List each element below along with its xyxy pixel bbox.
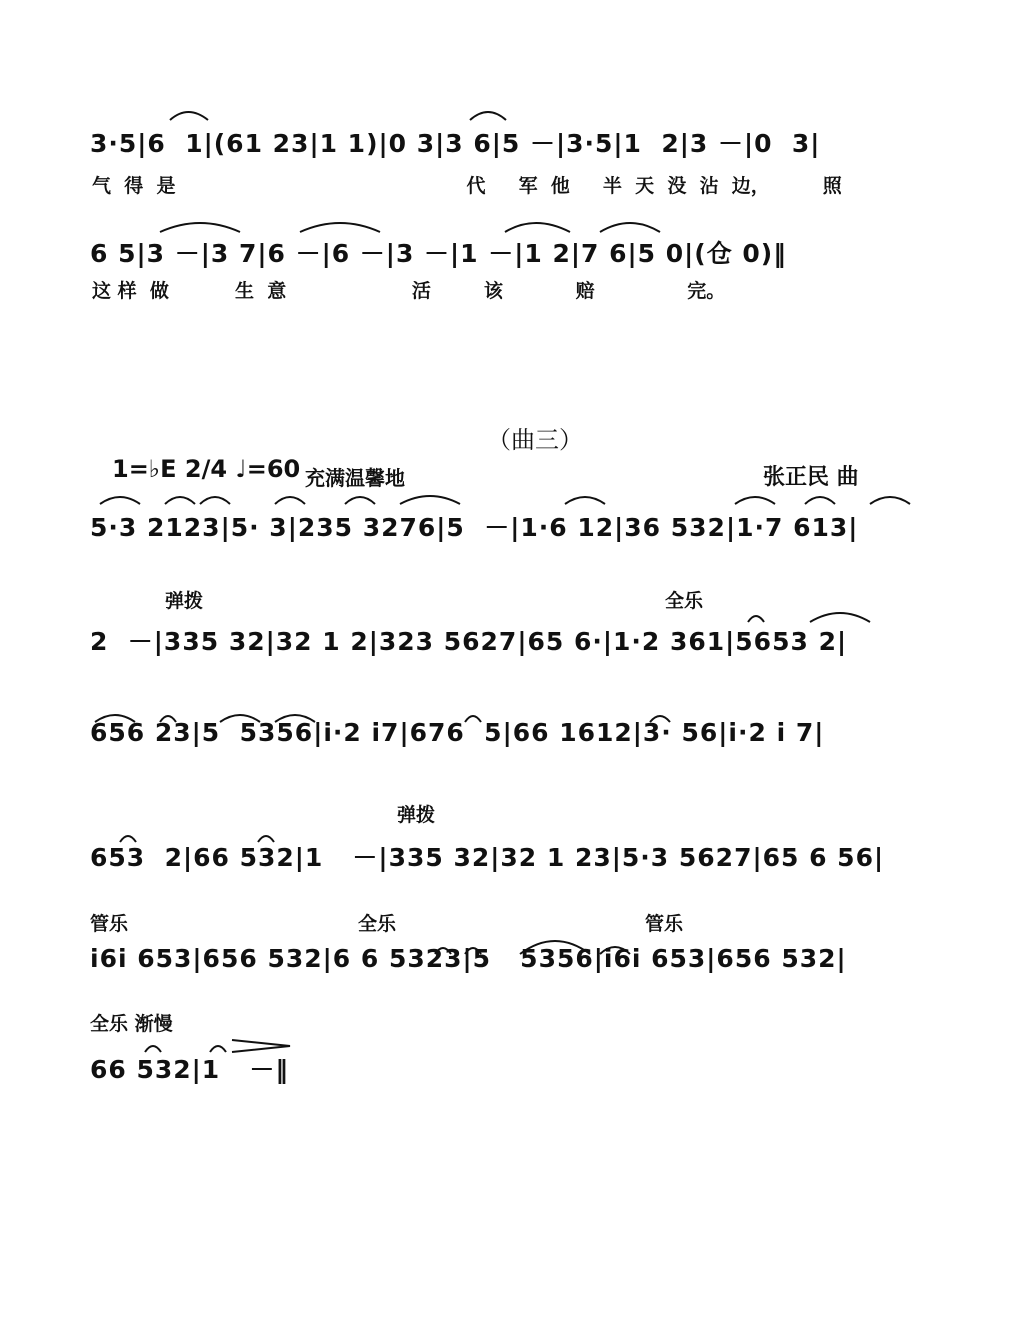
slur-arc bbox=[160, 223, 240, 232]
slur-arc bbox=[600, 947, 630, 954]
song2-line4: 653 2|66 532|1 －|335 32|32 1 23|5·3 5627|65 6 56| bbox=[90, 843, 885, 872]
slur-arc bbox=[165, 497, 195, 504]
instrument-mark-end: 全乐 渐慢 bbox=[90, 1013, 173, 1035]
slur-arc bbox=[258, 836, 274, 842]
slur-arc bbox=[300, 223, 380, 232]
slur-arc bbox=[145, 1046, 161, 1052]
slur-arc bbox=[748, 616, 764, 622]
slur-arc bbox=[600, 223, 660, 232]
slur-arc bbox=[275, 715, 315, 722]
fermata-arc bbox=[210, 1046, 226, 1052]
slur-arc bbox=[870, 497, 910, 504]
slur-arc bbox=[520, 941, 590, 954]
slur-arc bbox=[470, 112, 506, 120]
slur-arc bbox=[200, 497, 230, 504]
slur-arc bbox=[220, 715, 260, 722]
slur-arc bbox=[465, 716, 481, 722]
song2-line6: 66 532|1 －‖ bbox=[90, 1055, 289, 1084]
slur-arc bbox=[650, 716, 670, 722]
instrument-mark-guanyue: 管乐 bbox=[90, 913, 129, 935]
song2-line2: 2 －|335 32|32 1 2|323 5627|65 6·|1·2 361|5653 2| bbox=[90, 627, 848, 656]
instrument-mark-quanyue: 全乐 bbox=[665, 590, 704, 612]
instrument-mark-tanbo: 弹拨 bbox=[165, 590, 204, 612]
instrument-mark-quanyue-2: 全乐 bbox=[358, 913, 397, 935]
instrument-mark-guanyue-2: 管乐 bbox=[645, 913, 684, 935]
slur-arc bbox=[735, 497, 775, 504]
slur-arc bbox=[170, 112, 208, 120]
decrescendo-hairpin bbox=[232, 1040, 290, 1052]
slur-arc bbox=[120, 836, 136, 842]
expression-marking: 充满温馨地 bbox=[305, 466, 405, 490]
key-signature: 1=♭E 2/4 ♩=60 bbox=[112, 455, 301, 483]
song2-line1: 5·3 2123|5· 3|235 3276|5 －|1·6 12|36 532|1·7 613| bbox=[90, 513, 859, 542]
song1-line1-lyrics: 气 得 是 代 军 他 半 天 没 沾 边， 照 bbox=[92, 175, 842, 197]
composer-credit: 张正民 曲 bbox=[763, 465, 859, 490]
slur-arc bbox=[505, 223, 570, 232]
slur-arc bbox=[160, 716, 176, 722]
slur-arc bbox=[805, 497, 835, 504]
song2-line3: 656 23|5 5356|i·2 i7|676 5|66 1612|3· 56|i·2 i 7| bbox=[90, 718, 825, 747]
song1-line2-notes: 6 5|3 －|3 7|6 －|6 －|3 －|1 －|1 2|7 6|5 0|(仓 0)‖ bbox=[90, 239, 787, 268]
song1-line2-lyrics: 这 样 做 生 意 活 该 赔 完。 bbox=[92, 280, 726, 302]
slur-arc bbox=[400, 496, 460, 504]
piece-title: （曲三） bbox=[487, 426, 583, 454]
instrument-mark-tanbo-2: 弹拨 bbox=[397, 804, 436, 826]
song2-line5: i6i 653|656 532|6 6 5323|5 5356|i6i 653|656 532| bbox=[90, 944, 847, 973]
slur-arc bbox=[95, 715, 135, 722]
slur-arc bbox=[435, 948, 451, 954]
slur-arc bbox=[100, 497, 140, 504]
slur-arc bbox=[465, 948, 481, 954]
slur-arc bbox=[275, 497, 305, 504]
song1-line1-notes: 3·5|6 1|(61 23|1 1)|0 3|3 6|5 －|3·5|1 2|3 －|0 3| bbox=[90, 129, 821, 158]
slur-arc bbox=[345, 497, 375, 504]
slur-arc bbox=[565, 497, 605, 504]
slur-arc bbox=[810, 613, 870, 622]
